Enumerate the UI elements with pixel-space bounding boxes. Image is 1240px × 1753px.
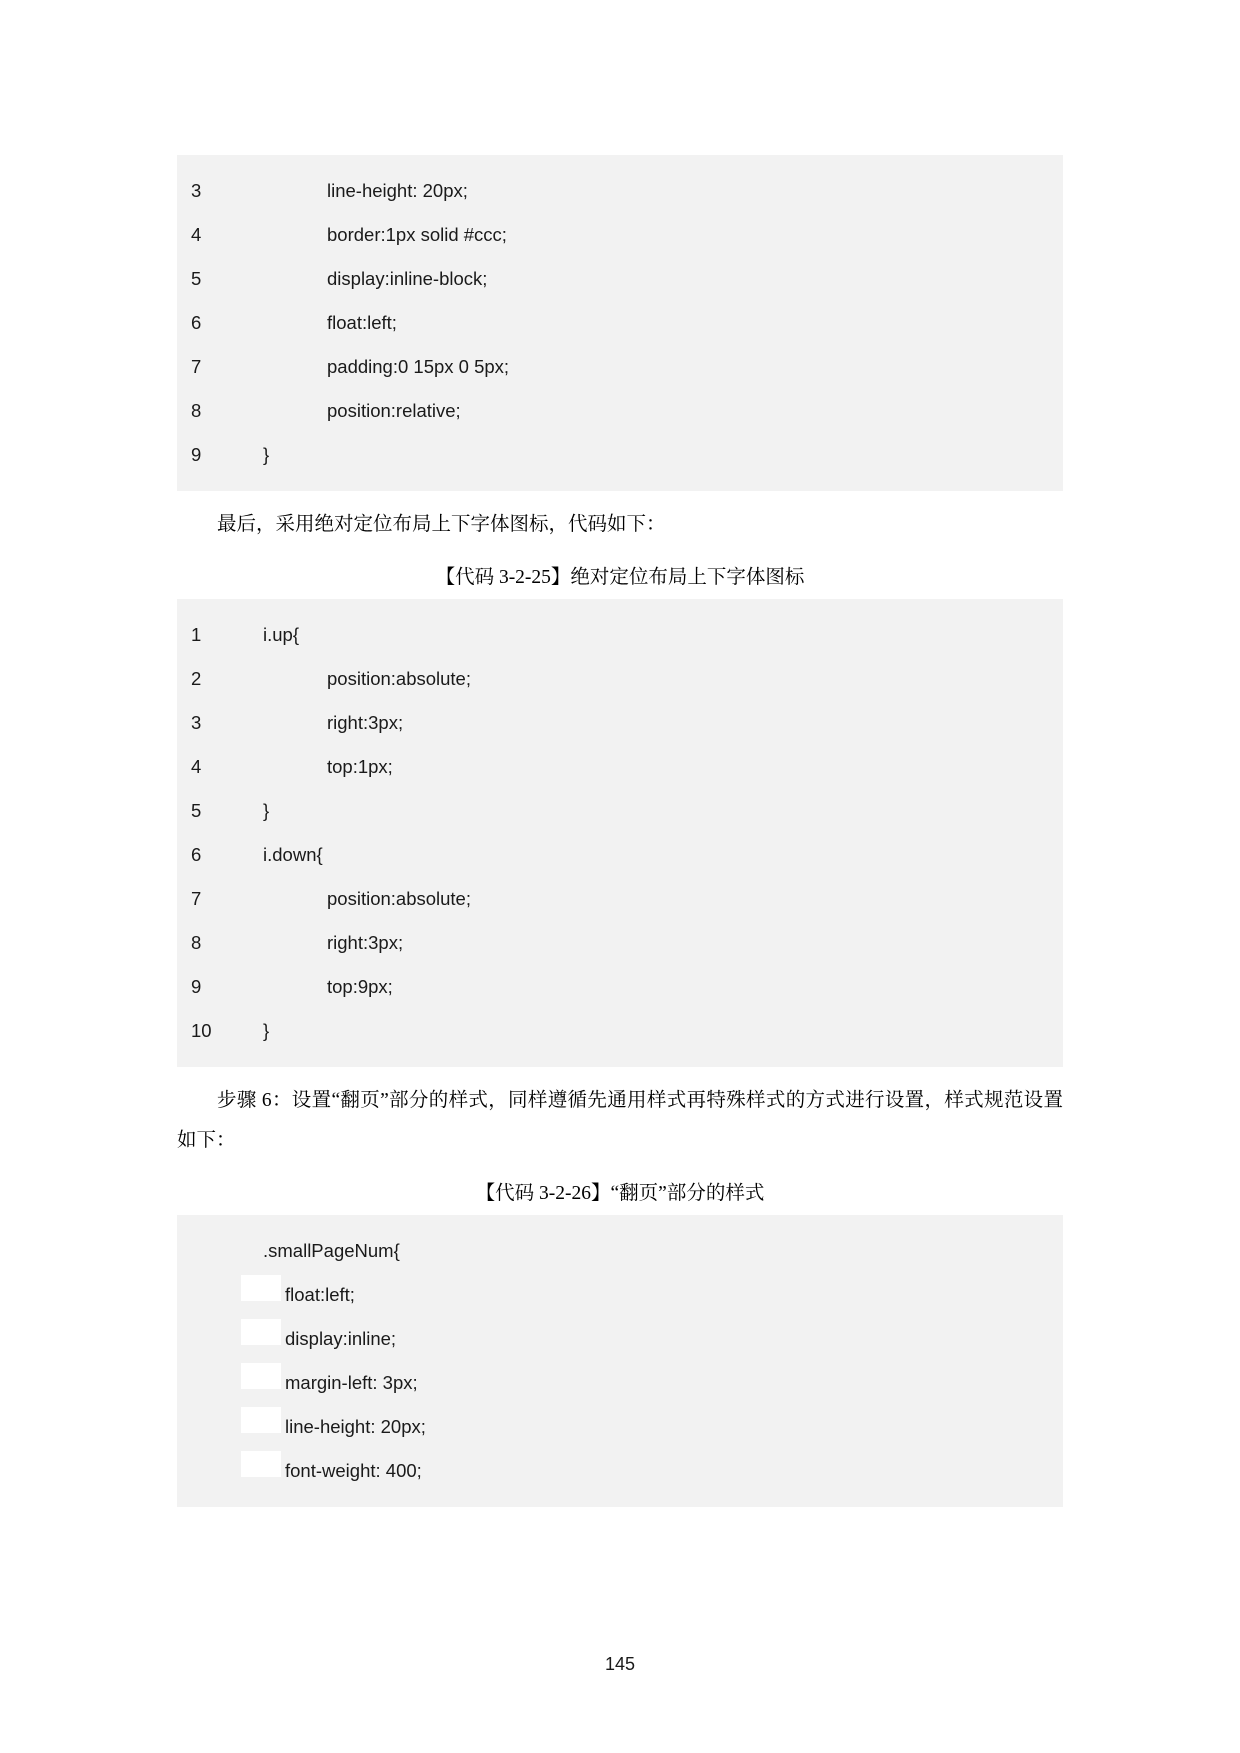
code-line	[177, 433, 1063, 477]
code-line	[177, 1273, 1063, 1317]
caption-code-3-2-25: 【代码 3-2-25】绝对定位布局上下字体图标	[435, 567, 805, 588]
line-number: 4	[191, 224, 202, 245]
code-line	[177, 613, 1063, 657]
line-number: 3	[191, 180, 202, 201]
code-line	[177, 1229, 1063, 1273]
blank-notch	[241, 1407, 281, 1433]
blank-notch	[241, 1363, 281, 1389]
code-line	[177, 1405, 1063, 1449]
code-text: .smallPageNum{	[263, 1240, 400, 1261]
code-text: }	[263, 800, 270, 821]
code-text: display:inline;	[285, 1328, 397, 1349]
code-text: float:left;	[327, 312, 397, 333]
code-text: line-height: 20px;	[285, 1416, 426, 1437]
code-text: i.down{	[263, 844, 323, 865]
line-number: 10	[191, 1020, 212, 1041]
line-number: 3	[191, 712, 202, 733]
line-number: 7	[191, 356, 202, 377]
top-margin	[177, 0, 1063, 155]
code-line	[177, 257, 1063, 301]
code-text: position:absolute;	[327, 668, 471, 689]
line-number: 9	[191, 976, 202, 997]
page-number: 145	[604, 1654, 636, 1674]
code-text: right:3px;	[327, 932, 404, 953]
code-line	[177, 789, 1063, 833]
code-text: display:inline-block;	[327, 268, 488, 289]
line-number: 1	[191, 624, 202, 645]
code-line	[177, 833, 1063, 877]
code-text: line-height: 20px;	[327, 180, 468, 201]
line-number: 7	[191, 888, 202, 909]
code-text: }	[263, 1020, 270, 1041]
code-line	[177, 389, 1063, 433]
code-block-3	[177, 1215, 1063, 1507]
code-text: padding:0 15px 0 5px;	[327, 356, 510, 377]
caption-code-3-2-26: 【代码 3-2-26】“翻页”部分的样式	[475, 1183, 765, 1204]
line-number: 2	[191, 668, 202, 689]
line-number: 6	[191, 312, 202, 333]
line-number: 6	[191, 844, 202, 865]
line-number: 8	[191, 932, 202, 953]
paragraph-step-6: 步骤 6：设置“翻页”部分的样式，同样遵循先通用样式再特殊样式的方式进行设置，样式规范设置如下：	[177, 1090, 1063, 1151]
code-line	[177, 921, 1063, 965]
code-line	[177, 1009, 1063, 1053]
code-line	[177, 1361, 1063, 1405]
code-line	[177, 877, 1063, 921]
code-text: i.up{	[263, 624, 300, 645]
code-text: float:left;	[285, 1284, 355, 1305]
line-number: 5	[191, 268, 202, 289]
code-text: margin-left: 3px;	[285, 1372, 418, 1393]
code-text: }	[263, 444, 270, 465]
code-line	[177, 301, 1063, 345]
line-number: 9	[191, 444, 202, 465]
code-text: top:1px;	[327, 756, 393, 777]
line-number: 8	[191, 400, 202, 421]
code-line	[177, 213, 1063, 257]
blank-notch	[241, 1275, 281, 1301]
code-line	[177, 745, 1063, 789]
code-text: border:1px solid #ccc;	[327, 224, 507, 245]
code-line	[177, 965, 1063, 1009]
code-line	[177, 1449, 1063, 1493]
code-line	[177, 345, 1063, 389]
line-number: 4	[191, 756, 202, 777]
code-line	[177, 701, 1063, 745]
code-line	[177, 657, 1063, 701]
code-text: top:9px;	[327, 976, 393, 997]
code-block-1	[177, 155, 1063, 491]
blank-notch	[241, 1451, 281, 1477]
line-number: 5	[191, 800, 202, 821]
code-text: position:relative;	[327, 400, 461, 421]
code-block-2	[177, 599, 1063, 1067]
code-text: font-weight: 400;	[285, 1460, 422, 1481]
code-line	[177, 169, 1063, 213]
paragraph-before-code-25: 最后，采用绝对定位布局上下字体图标，代码如下：	[217, 514, 666, 535]
code-text: right:3px;	[327, 712, 404, 733]
code-text: position:absolute;	[327, 888, 471, 909]
code-line	[177, 1317, 1063, 1361]
blank-notch	[241, 1319, 281, 1345]
